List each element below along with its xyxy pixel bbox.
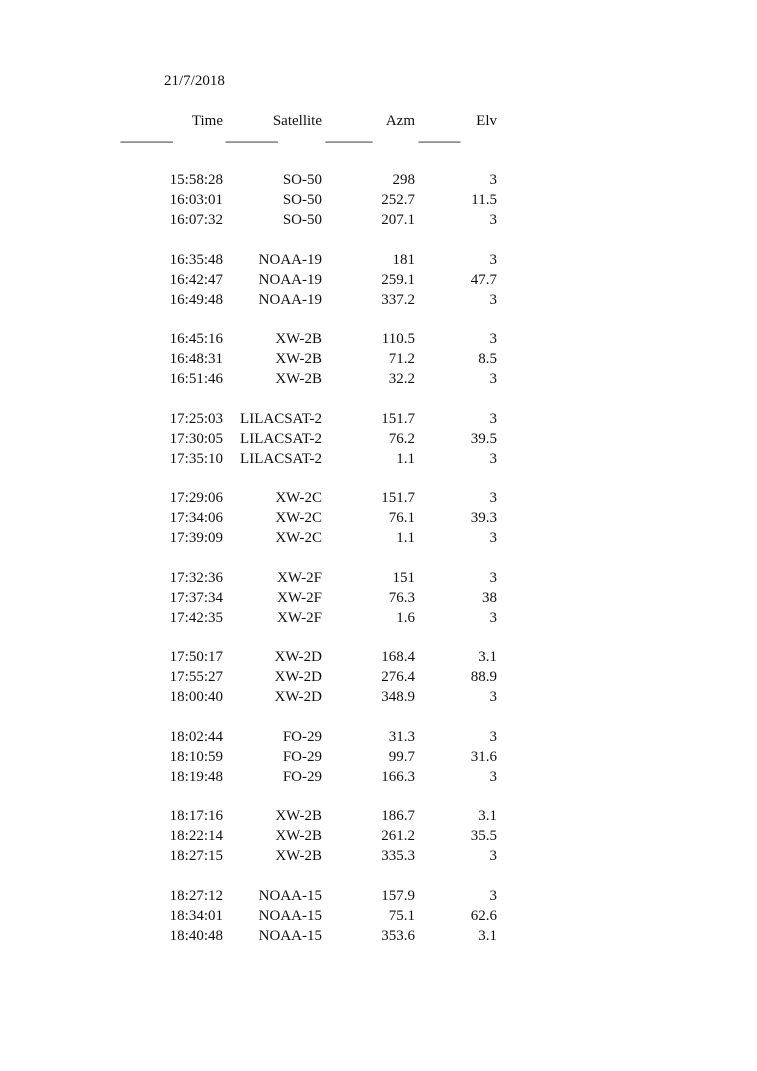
cell-elv: 3.1 xyxy=(478,928,497,944)
cell-satellite: SO-50 xyxy=(282,172,322,188)
cell-satellite: XW-2B xyxy=(275,371,322,387)
cell-azm: 32.2 xyxy=(388,371,415,387)
cell-time: 17:50:17 xyxy=(169,649,223,665)
cell-elv: 3 xyxy=(489,212,497,228)
cell-time: 18:02:44 xyxy=(169,729,223,745)
cell-azm: 99.7 xyxy=(388,749,415,765)
document-date: 21/7/2018 xyxy=(164,73,225,89)
cell-satellite: XW-2D xyxy=(274,649,322,665)
cell-azm: 76.3 xyxy=(388,590,415,606)
cell-satellite: LILACSAT-2 xyxy=(240,451,322,467)
cell-elv: 38 xyxy=(482,590,497,606)
cell-satellite: NOAA-19 xyxy=(258,252,322,268)
cell-satellite: SO-50 xyxy=(282,212,322,228)
cell-time: 16:07:32 xyxy=(169,212,223,228)
cell-azm: 298 xyxy=(392,172,415,188)
cell-time: 18:00:40 xyxy=(169,689,223,705)
cell-azm: 186.7 xyxy=(381,808,415,824)
cell-azm: 75.1 xyxy=(388,908,415,924)
cell-azm: 76.2 xyxy=(388,431,415,447)
cell-elv: 35.5 xyxy=(470,828,497,844)
cell-elv: 3 xyxy=(489,252,497,268)
cell-elv: 3.1 xyxy=(478,649,497,665)
cell-satellite: NOAA-15 xyxy=(258,928,322,944)
cell-elv: 3 xyxy=(489,292,497,308)
cell-azm: 151.7 xyxy=(381,490,415,506)
cell-azm: 261.2 xyxy=(381,828,415,844)
cell-satellite: XW-2F xyxy=(277,590,322,606)
cell-time: 16:45:16 xyxy=(169,331,223,347)
cell-elv: 11.5 xyxy=(471,192,497,208)
cell-elv: 3 xyxy=(489,331,497,347)
cell-time: 17:37:34 xyxy=(169,590,223,606)
cell-elv: 3 xyxy=(489,371,497,387)
cell-satellite: XW-2B xyxy=(275,808,322,824)
cell-azm: 151 xyxy=(392,570,415,586)
cell-time: 16:35:48 xyxy=(169,252,223,268)
separator-time: -------------------- xyxy=(120,134,172,148)
cell-satellite: FO-29 xyxy=(282,749,322,765)
cell-azm: 31.3 xyxy=(388,729,415,745)
cell-satellite: NOAA-19 xyxy=(258,292,322,308)
header-satellite: Satellite xyxy=(272,113,322,129)
cell-satellite: XW-2C xyxy=(275,530,322,546)
cell-satellite: NOAA-19 xyxy=(258,272,322,288)
cell-satellite: XW-2B xyxy=(275,848,322,864)
cell-satellite: LILACSAT-2 xyxy=(240,411,322,427)
cell-azm: 337.2 xyxy=(381,292,415,308)
cell-time: 18:34:01 xyxy=(169,908,223,924)
cell-elv: 3 xyxy=(489,411,497,427)
cell-satellite: XW-2B xyxy=(275,351,322,367)
cell-time: 17:35:10 xyxy=(169,451,223,467)
cell-time: 17:25:03 xyxy=(169,411,223,427)
cell-time: 18:19:48 xyxy=(169,769,223,785)
cell-satellite: XW-2C xyxy=(275,490,322,506)
cell-elv: 3 xyxy=(489,689,497,705)
cell-elv: 3 xyxy=(489,172,497,188)
cell-azm: 71.2 xyxy=(388,351,415,367)
cell-azm: 207.1 xyxy=(381,212,415,228)
cell-elv: 3.1 xyxy=(478,808,497,824)
cell-elv: 3 xyxy=(489,610,497,626)
cell-azm: 348.9 xyxy=(381,689,415,705)
cell-time: 18:27:12 xyxy=(169,888,223,904)
cell-time: 16:03:01 xyxy=(169,192,223,208)
separator-satellite: -------------------- xyxy=(225,134,277,148)
cell-time: 18:40:48 xyxy=(169,928,223,944)
cell-time: 17:30:05 xyxy=(169,431,223,447)
cell-azm: 252.7 xyxy=(381,192,415,208)
cell-azm: 353.6 xyxy=(381,928,415,944)
cell-azm: 276.4 xyxy=(381,669,415,685)
cell-time: 17:42:35 xyxy=(169,610,223,626)
cell-elv: 62.6 xyxy=(470,908,497,924)
cell-satellite: XW-2B xyxy=(275,331,322,347)
cell-satellite: SO-50 xyxy=(282,192,322,208)
cell-azm: 1.1 xyxy=(396,530,415,546)
cell-elv: 8.5 xyxy=(478,351,497,367)
cell-satellite: LILACSAT-2 xyxy=(240,431,322,447)
cell-azm: 151.7 xyxy=(381,411,415,427)
cell-elv: 3 xyxy=(489,451,497,467)
cell-elv: 88.9 xyxy=(470,669,497,685)
cell-satellite: FO-29 xyxy=(282,769,322,785)
cell-time: 15:58:28 xyxy=(169,172,223,188)
cell-azm: 1.1 xyxy=(396,451,415,467)
cell-time: 16:51:46 xyxy=(169,371,223,387)
cell-satellite: XW-2D xyxy=(274,689,322,705)
cell-satellite: XW-2C xyxy=(275,510,322,526)
cell-azm: 76.1 xyxy=(388,510,415,526)
cell-time: 18:10:59 xyxy=(169,749,223,765)
cell-time: 16:42:47 xyxy=(169,272,223,288)
cell-satellite: XW-2F xyxy=(277,610,322,626)
cell-elv: 39.3 xyxy=(470,510,497,526)
cell-azm: 181 xyxy=(392,252,415,268)
cell-elv: 3 xyxy=(489,530,497,546)
cell-time: 18:17:16 xyxy=(169,808,223,824)
header-azm: Azm xyxy=(385,113,415,129)
header-time: Time xyxy=(191,113,223,129)
cell-azm: 166.3 xyxy=(381,769,415,785)
cell-satellite: XW-2F xyxy=(277,570,322,586)
cell-satellite: NOAA-15 xyxy=(258,888,322,904)
cell-elv: 3 xyxy=(489,848,497,864)
header-elv: Elv xyxy=(476,113,497,129)
cell-time: 18:22:14 xyxy=(169,828,223,844)
cell-elv: 3 xyxy=(489,769,497,785)
cell-time: 17:29:06 xyxy=(169,490,223,506)
cell-elv: 47.7 xyxy=(470,272,497,288)
cell-azm: 110.5 xyxy=(381,331,415,347)
cell-azm: 157.9 xyxy=(381,888,415,904)
cell-azm: 1.6 xyxy=(396,610,415,626)
cell-azm: 168.4 xyxy=(381,649,415,665)
cell-azm: 335.3 xyxy=(381,848,415,864)
cell-elv: 3 xyxy=(489,888,497,904)
cell-satellite: XW-2B xyxy=(275,828,322,844)
cell-time: 17:32:36 xyxy=(169,570,223,586)
separator-azm: ------------------ xyxy=(325,134,372,148)
cell-elv: 31.6 xyxy=(470,749,497,765)
cell-satellite: XW-2D xyxy=(274,669,322,685)
cell-satellite: NOAA-15 xyxy=(258,908,322,924)
cell-elv: 39.5 xyxy=(470,431,497,447)
cell-time: 17:34:06 xyxy=(169,510,223,526)
cell-elv: 3 xyxy=(489,490,497,506)
cell-time: 16:49:48 xyxy=(169,292,223,308)
cell-azm: 259.1 xyxy=(381,272,415,288)
cell-time: 17:55:27 xyxy=(169,669,223,685)
cell-elv: 3 xyxy=(489,570,497,586)
cell-time: 17:39:09 xyxy=(169,530,223,546)
cell-elv: 3 xyxy=(489,729,497,745)
cell-satellite: FO-29 xyxy=(282,729,322,745)
separator-elv: ---------------- xyxy=(418,134,460,148)
cell-time: 18:27:15 xyxy=(169,848,223,864)
cell-time: 16:48:31 xyxy=(169,351,223,367)
